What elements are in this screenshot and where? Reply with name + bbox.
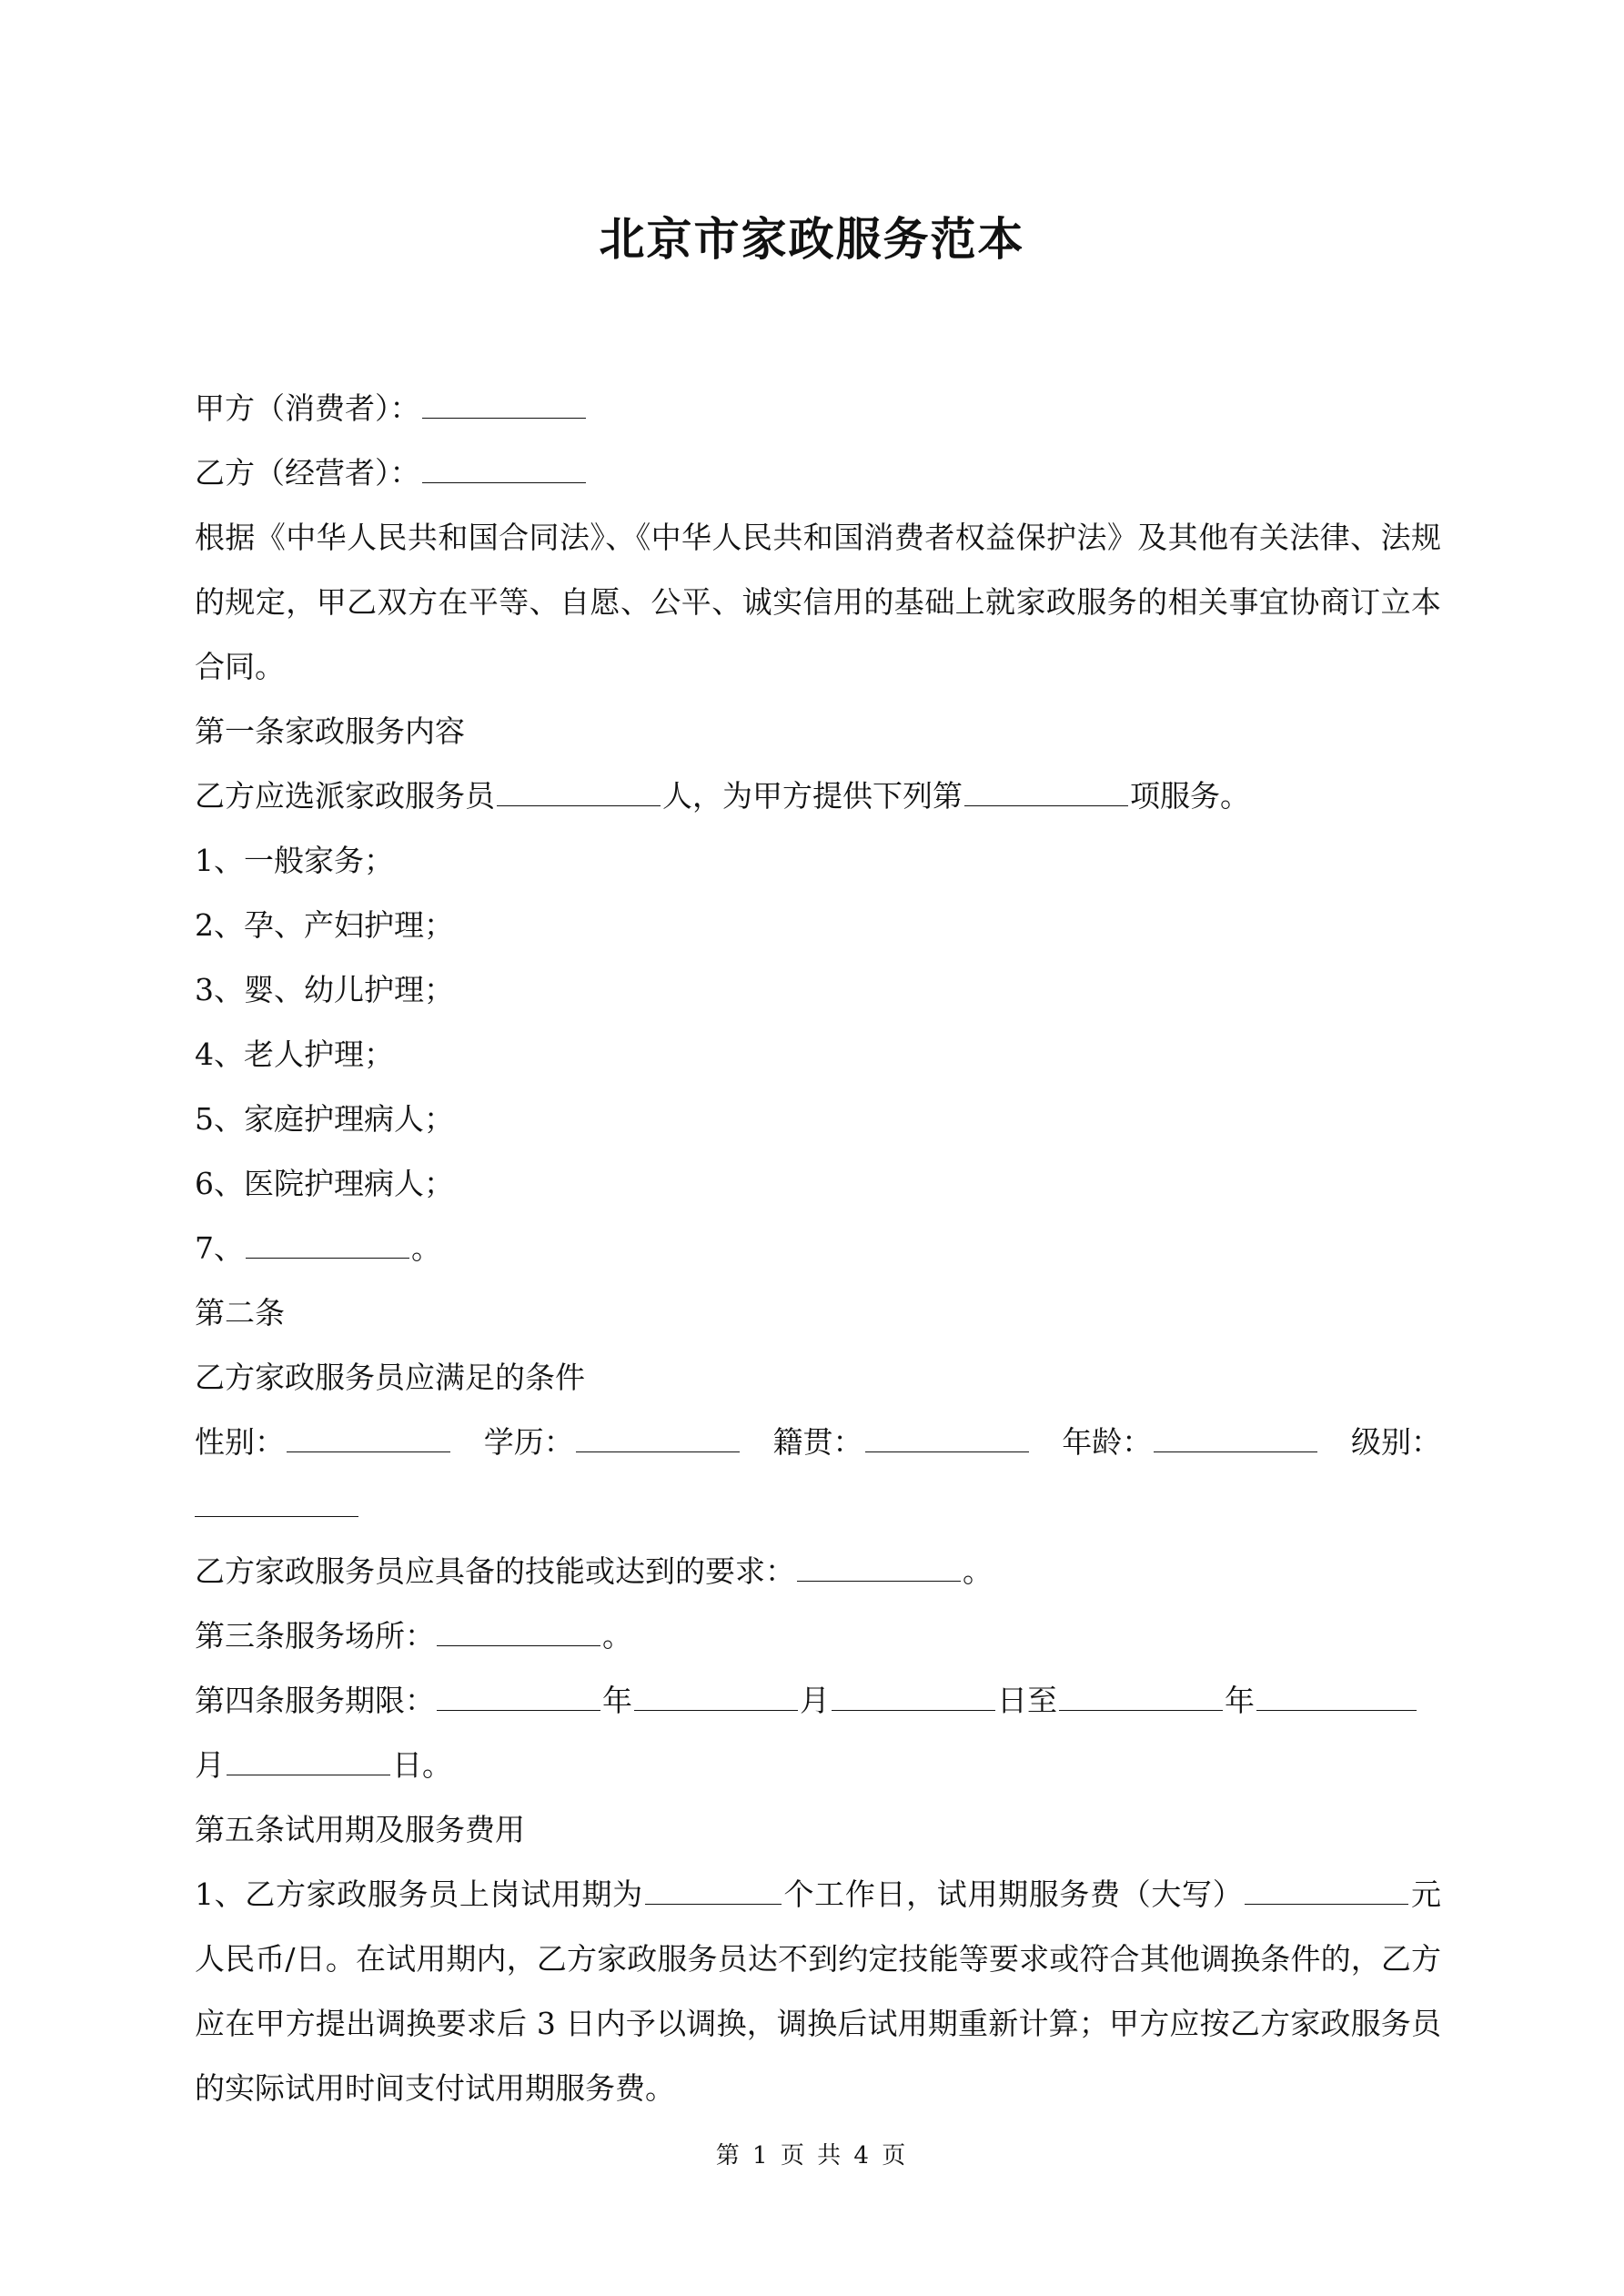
- service-item-4: 4、老人护理；: [195, 1037, 394, 1072]
- art1-text-c: 项服务。: [1130, 778, 1250, 814]
- end-month-label: 月: [195, 1747, 225, 1783]
- party-b-line: [195, 440, 1441, 505]
- cond-age-label: 年龄：: [1062, 1424, 1153, 1460]
- start-day-blank: [832, 1683, 995, 1711]
- service-item-7: [195, 1216, 1441, 1280]
- document-body: [195, 376, 1441, 2120]
- article-3-period: 。: [602, 1618, 632, 1654]
- article-2-title: 第二条: [195, 1295, 285, 1330]
- party-b-blank: [422, 455, 586, 483]
- cond-education: [484, 1410, 741, 1474]
- skills-period: 。: [963, 1553, 993, 1589]
- skills-blank: [797, 1553, 961, 1582]
- level-blank-line: [195, 1474, 1441, 1539]
- party-b-label: 乙方（经营者）：: [195, 455, 420, 491]
- art5-text-a: 1、乙方家政服务员上岗试用期为: [195, 1876, 643, 1912]
- article-4-line-2: [195, 1733, 1441, 1797]
- start-month-label: 月: [800, 1683, 830, 1718]
- gender-blank: [287, 1424, 450, 1452]
- art5-text-b: 个工作日，试用期服务费（大写）: [782, 1876, 1244, 1912]
- article-1-title: 第一条家政服务内容: [195, 713, 465, 749]
- staff-count-blank: [497, 778, 661, 806]
- cond-education-label: 学历：: [483, 1424, 574, 1460]
- article-2-subtitle: 乙方家政服务员应满足的条件: [195, 1360, 585, 1395]
- end-day-blank: [227, 1747, 390, 1775]
- article-3-text: 第三条服务场所：: [195, 1618, 435, 1654]
- end-day-label: 日: [392, 1747, 422, 1783]
- party-a-blank: [422, 390, 586, 419]
- service-7-period: 。: [411, 1230, 441, 1266]
- skills-line: [195, 1539, 1441, 1603]
- article-4-period: 。: [422, 1747, 452, 1783]
- cond-level-label: 级别：: [1351, 1424, 1441, 1460]
- article-1-text: [195, 764, 1441, 828]
- conditions-row: [195, 1410, 1441, 1474]
- service-item-2: 2、孕、产妇护理；: [195, 907, 454, 943]
- cond-age: [1062, 1410, 1319, 1474]
- page-footer: 第 1 页 共 4 页: [715, 2142, 909, 2170]
- article-4-text: 第四条服务期限：: [195, 1683, 435, 1718]
- trial-days-blank: [645, 1876, 782, 1905]
- cond-gender: [195, 1410, 452, 1474]
- cond-gender-label: 性别：: [195, 1424, 285, 1460]
- service-item-3: 3、婴、幼儿护理；: [195, 972, 454, 1007]
- article-4-line: [195, 1668, 1441, 1733]
- end-year-blank: [1059, 1683, 1223, 1711]
- education-blank: [576, 1424, 740, 1452]
- document-title: 北京市家政服务范本: [599, 212, 1025, 266]
- hometown-blank: [865, 1424, 1029, 1452]
- start-year-label: 年: [602, 1683, 632, 1718]
- end-year-label: 年: [1225, 1683, 1255, 1718]
- start-month-blank: [634, 1683, 798, 1711]
- level-blank: [195, 1489, 358, 1517]
- party-a-label: 甲方（消费者）：: [195, 390, 420, 426]
- service-item-1: 1、一般家务；: [195, 843, 394, 878]
- cond-level: [1351, 1410, 1441, 1474]
- age-blank: [1154, 1424, 1317, 1452]
- skills-text: 乙方家政服务员应具备的技能或达到的要求：: [195, 1553, 795, 1589]
- service-7-blank: [246, 1230, 409, 1259]
- article-5-title: 第五条试用期及服务费用: [195, 1812, 525, 1847]
- article-3-line: [195, 1603, 1441, 1668]
- service-item-5: 5、家庭护理病人；: [195, 1101, 454, 1137]
- service-7-prefix: 7、: [195, 1230, 244, 1266]
- start-year-blank: [437, 1683, 600, 1711]
- art1-text-a: 乙方应选派家政服务员: [195, 778, 495, 814]
- end-month-pre-blank: [1256, 1683, 1417, 1711]
- art5-text-c: 元人民币/日。在试用期内，乙方家政服务员达不到约定技能等要求或符合其他调换条件的，乙方应在甲方提出调换要求后 3 日内予以调换，调换后试用期重新计算；甲方应按乙方家政服务员的实际试用时间支付试用期服务费。: [195, 1876, 1441, 2106]
- cond-hometown: [773, 1410, 1031, 1474]
- trial-fee-blank: [1245, 1876, 1408, 1905]
- start-day-label: 日至: [997, 1683, 1057, 1718]
- party-a-line: [195, 376, 1441, 440]
- service-item-blank: [964, 778, 1128, 806]
- location-blank: [437, 1618, 600, 1646]
- art1-text-b: 人，为甲方提供下列第: [662, 778, 963, 814]
- cond-hometown-label: 籍贯：: [772, 1424, 863, 1460]
- article-5-paragraph-1: [195, 1862, 1441, 2120]
- service-item-6: 6、医院护理病人；: [195, 1166, 454, 1201]
- preamble-paragraph: 根据《中华人民共和国合同法》、《中华人民共和国消费者权益保护法》及其他有关法律、法规的规定，甲乙双方在平等、自愿、公平、诚实信用的基础上就家政服务的相关事宜协商订立本合同。: [195, 520, 1441, 684]
